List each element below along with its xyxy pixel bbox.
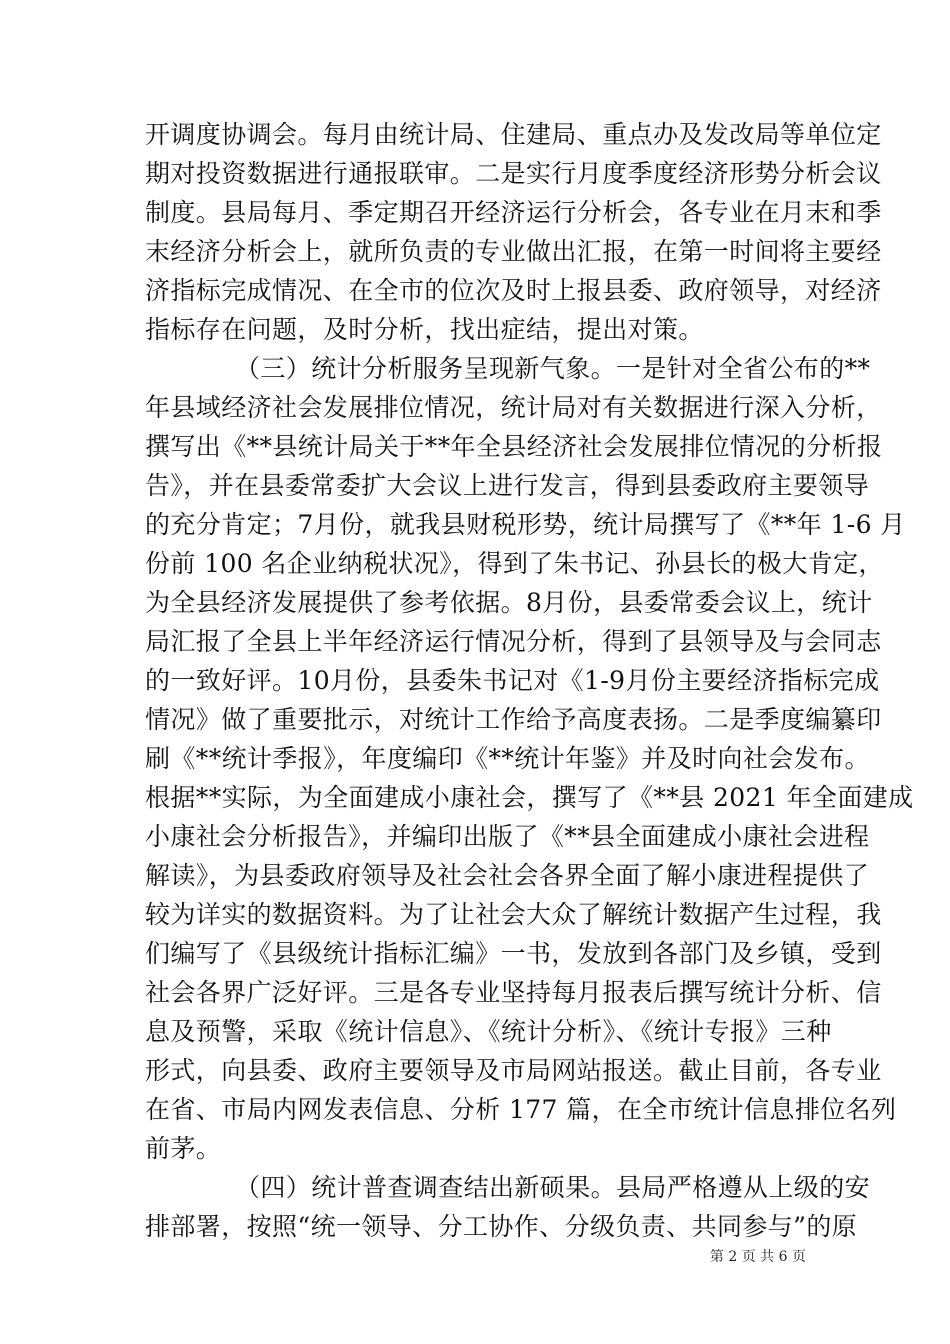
paragraph-line: 刷《**统计季报》，年度编印《**统计年鉴》并及时向社会发布。 — [145, 744, 870, 773]
page-number-footer: 第 2 页 共 6 页 — [709, 1249, 806, 1265]
paragraph-line: 份前 100 名企业纳税状况》，得到了朱书记、孙县长的极大肯定， — [145, 549, 884, 578]
paragraph-line: 形式，向县委、政府主要领导及市局网站报送。截止目前，各专业 — [145, 1056, 882, 1085]
paragraph-line: 局汇报了全县上半年经济运行情况分析，得到了县领导及与会同志 — [145, 627, 882, 656]
section-heading-line: （三）统计分析服务呈现新气象。一是针对全省公布的** — [235, 354, 871, 383]
paragraph-line: 小康社会分析报告》，并编印出版了《**县全面建成小康社会进程 — [145, 822, 870, 851]
paragraph-line: 社会各界广泛好评。三是各专业坚持每月报表后撰写统计分析、信 — [145, 978, 882, 1007]
paragraph-line: 的一致好评。10月份，县委朱书记对《1-9月份主要经济指标完成 — [145, 666, 880, 695]
paragraph-line: 指标存在问题，及时分析，找出症结，提出对策。 — [145, 315, 704, 344]
paragraph-line: 前茅。 — [145, 1134, 222, 1163]
paragraph-line: 年县域经济社会发展排位情况，统计局对有关数据进行深入分析， — [145, 393, 882, 422]
section-heading-line: （四）统计普查调查结出新硕果。县局严格遵从上级的安 — [235, 1173, 871, 1202]
paragraph-line: 期对投资数据进行通报联审。二是实行月度季度经济形势分析会议 — [145, 159, 882, 188]
paragraph-line: 告》，并在县委常委扩大会议上进行发言，得到县委政府主要领导 — [145, 471, 870, 500]
paragraph-line: 情况》做了重要批示，对统计工作给予高度表扬。二是季度编纂印 — [145, 705, 882, 734]
paragraph-line: 排部署，按照“统一领导、分工协作、分级负责、共同参与”的原 — [145, 1212, 858, 1241]
paragraph-line: 济指标完成情况、在全市的位次及时上报县委、政府领导，对经济 — [145, 276, 882, 305]
paragraph-line: 的充分肯定；7月份，就我县财税形势，统计局撰写了《**年 1-6 月 — [145, 510, 906, 539]
paragraph-line: 根据**实际，为全面建成小康社会，撰写了《**县 2021 年全面建成 — [145, 783, 914, 812]
paragraph-line: 制度。县局每月、季定期召开经济运行分析会，各专业在月末和季 — [145, 198, 882, 227]
paragraph-line: 解读》，为县委政府领导及社会社会各界全面了解小康进程提供了 — [145, 861, 870, 890]
paragraph-line: 们编写了《县级统计指标汇编》一书，发放到各部门及乡镇，受到 — [145, 939, 882, 968]
paragraph-line: 撰写出《**县统计局关于**年全县经济社会发展排位情况的分析报 — [145, 432, 883, 461]
paragraph-line: 为全县经济发展提供了参考依据。8月份，县委常委会议上，统计 — [145, 588, 873, 617]
paragraph-line: 息及预警，采取《统计信息》、《统计分析》、《统计专报》三种 — [145, 1017, 832, 1046]
paragraph-line: 在省、市局内网发表信息、分析 177 篇，在全市统计信息排位名列 — [145, 1095, 897, 1124]
paragraph-line: 较为详实的数据资料。为了让社会大众了解统计数据产生过程，我 — [145, 900, 882, 929]
paragraph-line: 末经济分析会上，就所负责的专业做出汇报，在第一时间将主要经 — [145, 237, 882, 266]
paragraph-line: 开调度协调会。每月由统计局、住建局、重点办及发改局等单位定 — [145, 120, 882, 149]
